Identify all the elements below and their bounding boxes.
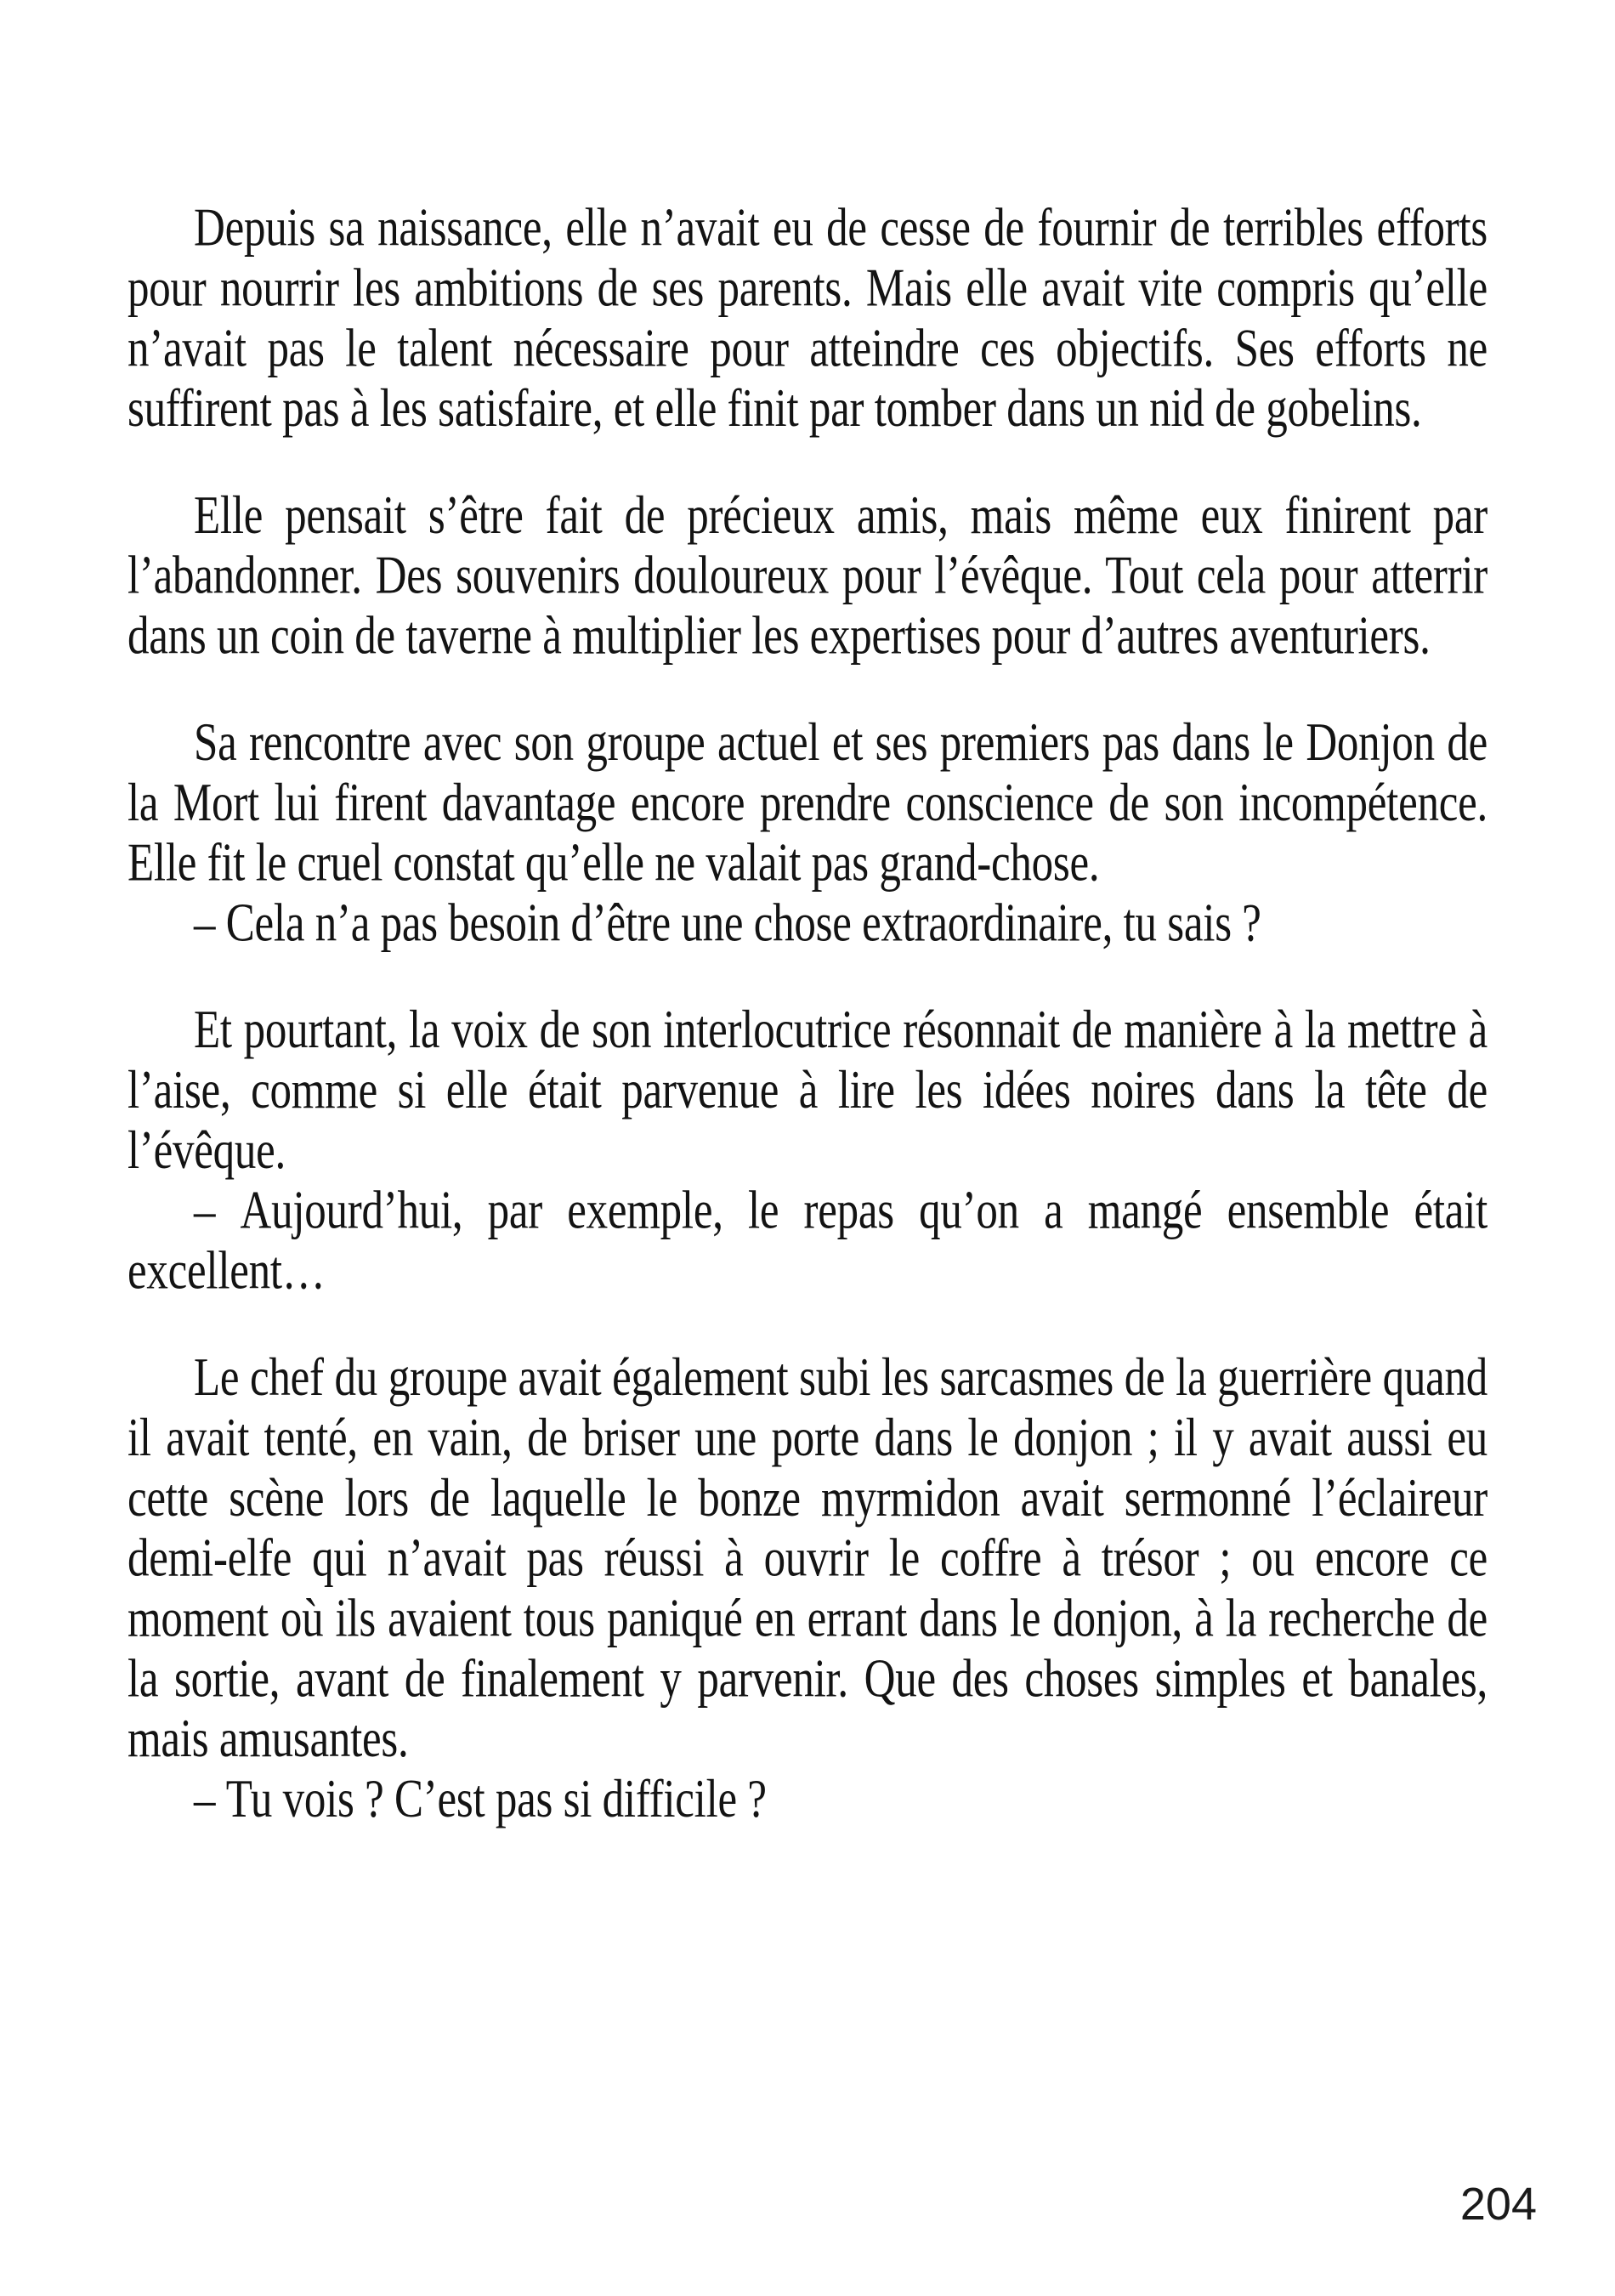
paragraph: Sa rencontre avec son groupe actuel et ses premiers pas dans le Donjon de la Mort lui firent davantage encore prendre conscience de son incompétence. Elle fit le cruel constat qu’elle ne valait pas grand-chose. — [128, 713, 1488, 893]
page-text-block — [128, 199, 1488, 1830]
dialogue-line: – Tu vois ? C’est pas si difficile ? — [194, 1770, 767, 1829]
paragraph: Et pourtant, la voix de son interlocutrice résonnait de manière à la mettre à l’aise, comme si elle était parvenue à lire les idées noires dans la tête de l’évêque. — [128, 1001, 1488, 1181]
paragraph: Elle pensait s’être fait de précieux amis, mais même eux finirent par l’abandonner. Des souvenirs douloureux pour l’évêque. Tout cela pour atterrir dans un coin de taverne à multiplier les expertises pour d’autres aventuriers. — [128, 486, 1488, 666]
paragraph: Le chef du groupe avait également subi les sarcasmes de la guerrière quand il avait tenté, en vain, de briser une porte dans le donjon ; il y avait aussi eu cette scène lors de laquelle le bonze myrmidon avait sermonné l’éclaireur demi-elfe qui n’avait pas réussi à ouvrir le coffre à trésor ; ou encore ce moment où ils avaient tous paniqué en errant dans le donjon, à la recherche de la sortie, avant de finalement y parvenir. Que des choses simples et banales, mais amusantes. — [128, 1348, 1488, 1770]
paragraph: Depuis sa naissance, elle n’avait eu de cesse de fournir de terribles efforts pour nourrir les ambitions de ses parents. Mais elle avait vite compris qu’elle n’avait pas le talent nécessaire pour atteindre ces objectifs. Ses efforts ne suffirent pas à les satisfaire, et elle finit par tomber dans un nid de gobelins. — [128, 199, 1488, 439]
dialogue-line: – Aujourd’hui, par exemple, le repas qu’on a mangé ensemble était excellent… — [128, 1181, 1488, 1301]
dialogue-line: – Cela n’a pas besoin d’être une chose extraordinaire, tu sais ? — [194, 893, 1261, 954]
page-number: 204 — [1459, 2179, 1537, 2230]
